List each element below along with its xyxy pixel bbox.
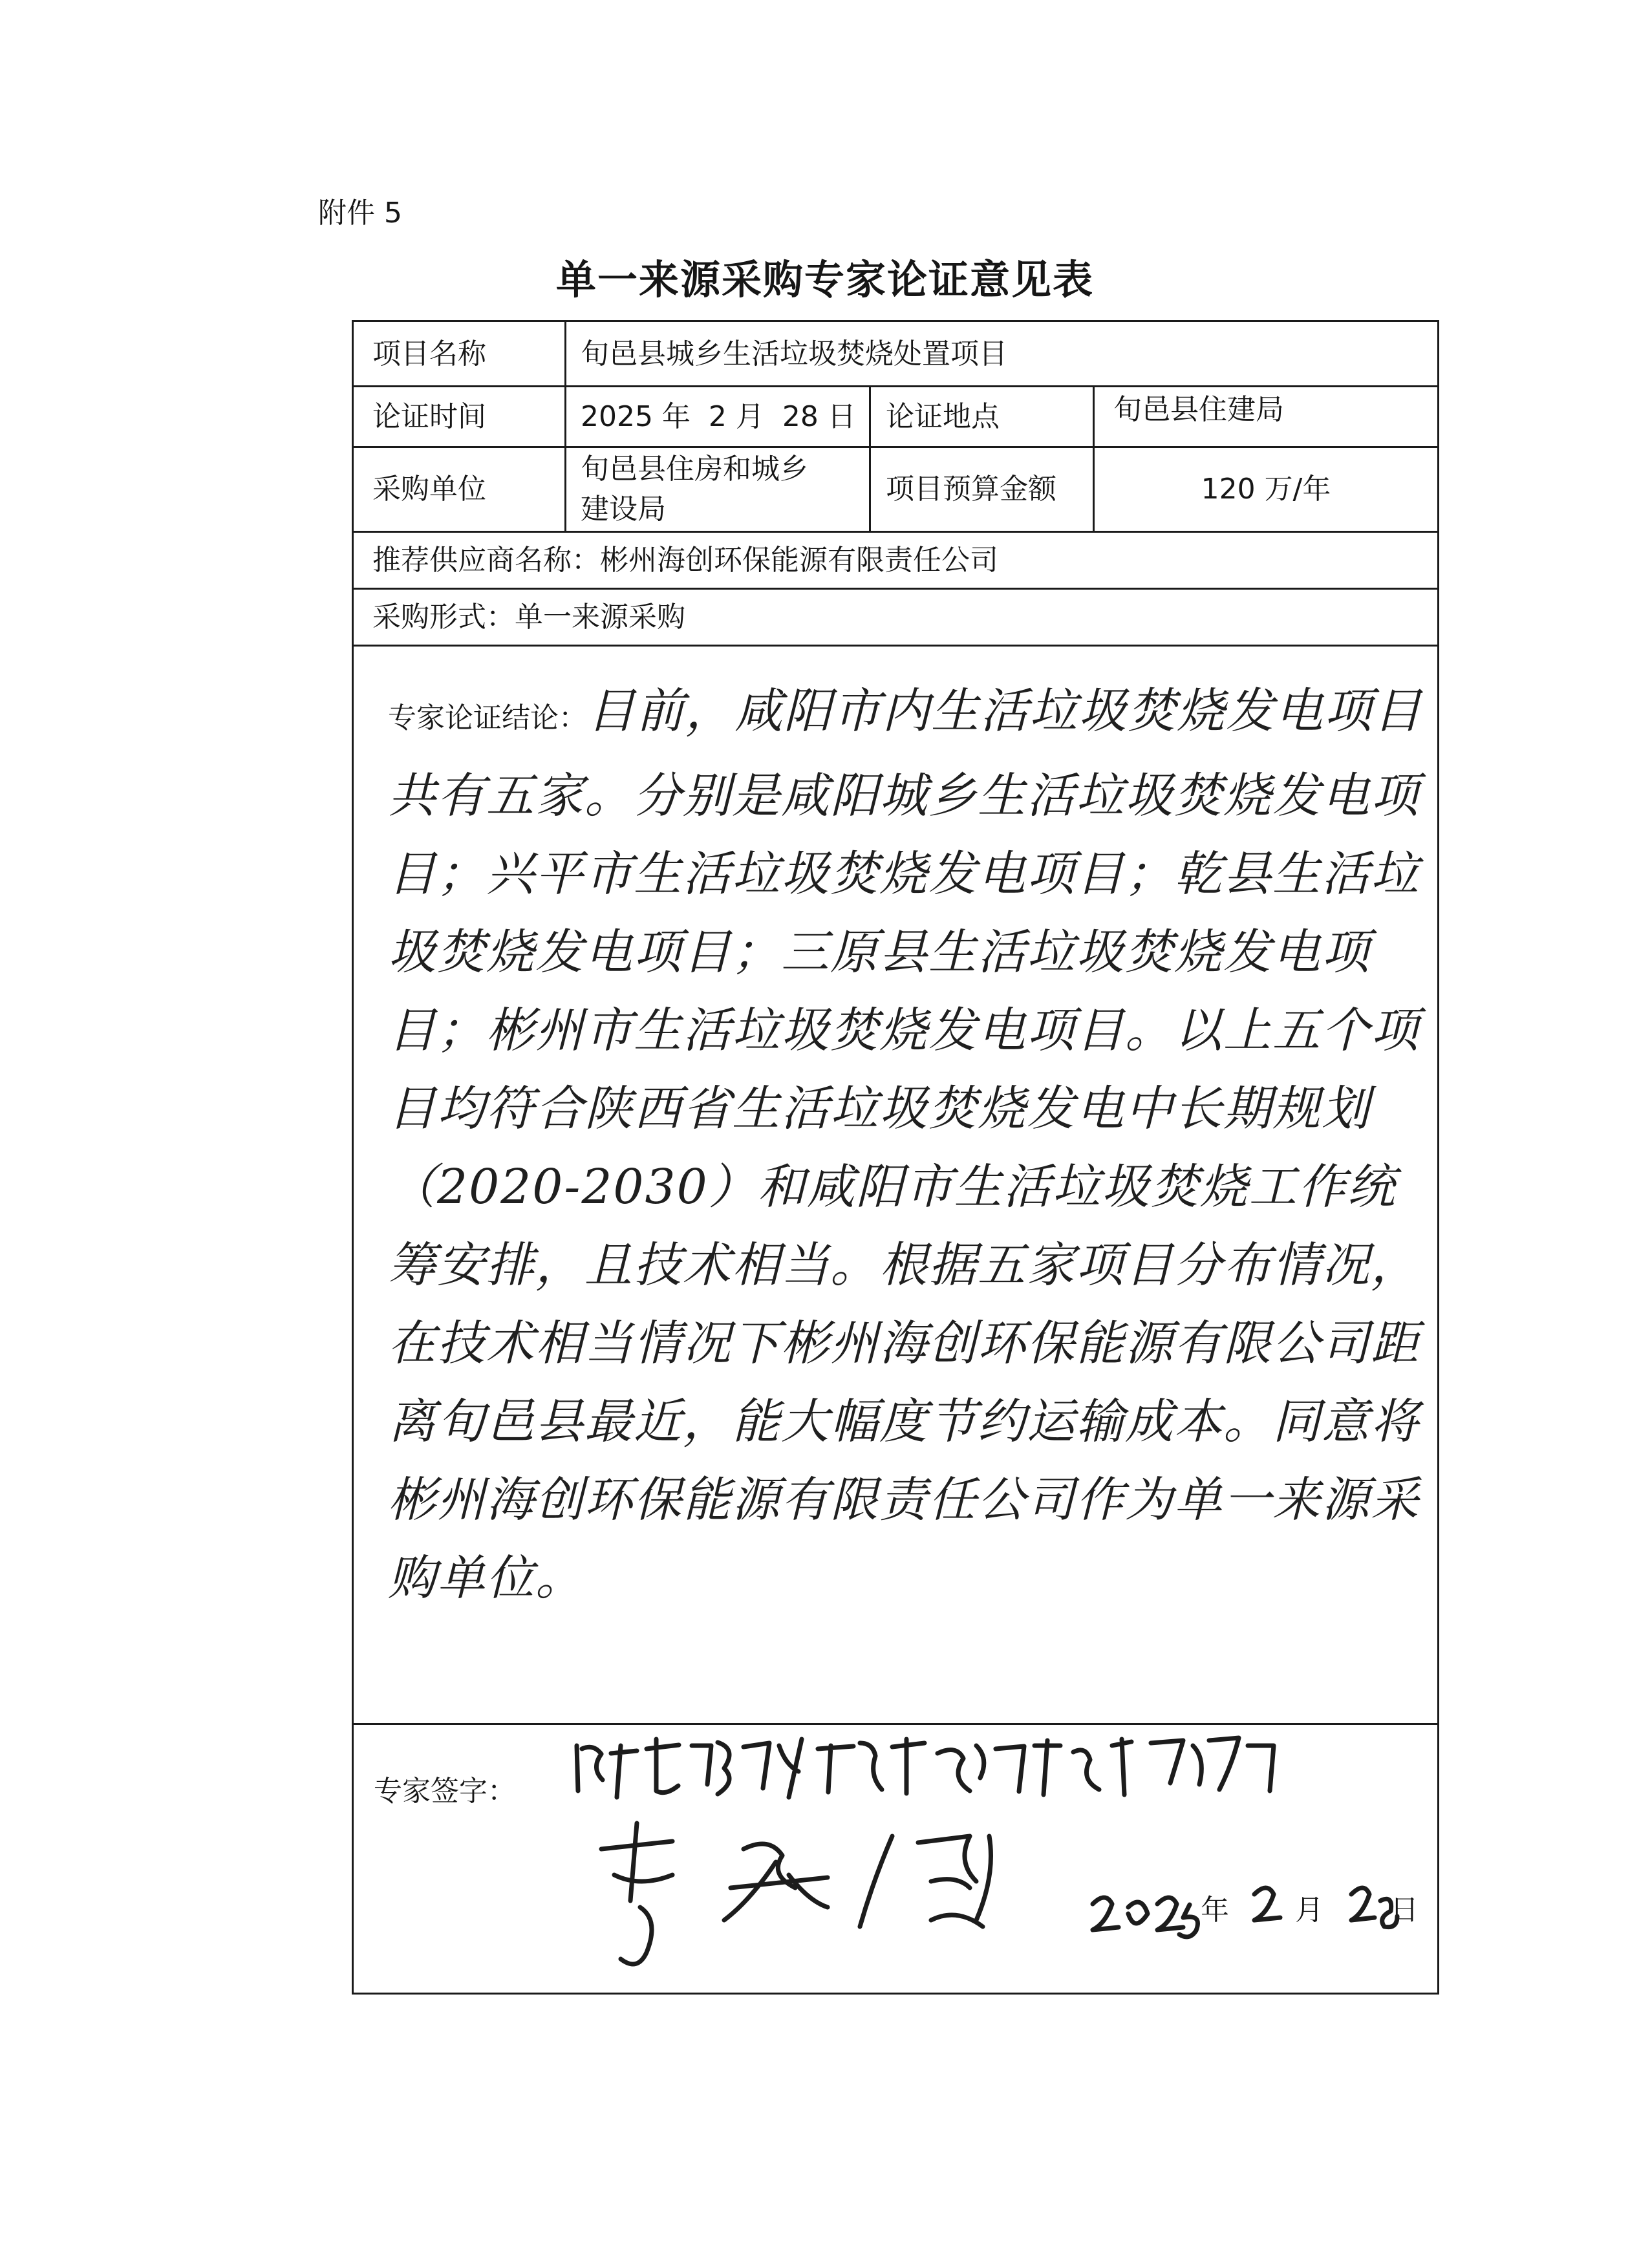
annex-number: 附件 5 — [318, 197, 402, 230]
expert-conclusion — [388, 672, 1429, 1618]
column-divider — [869, 385, 871, 531]
review-place-label: 论证地点 — [886, 400, 1000, 433]
review-time-label: 论证时间 — [372, 400, 486, 433]
review-place-value: 旬邑县住建局 — [1113, 393, 1284, 426]
row-divider — [352, 645, 1439, 647]
document-title: 单一来源采购专家论证意见表 — [555, 256, 1094, 303]
conclusion-text: 目前，咸阳市内生活垃圾焚烧发电项目共有五家。分别是咸阳城乡生活垃圾焚烧发电项目；兴平市生活垃圾焚烧发电项目；乾县生活垃圾焚烧发电项目；三原县生活垃圾焚烧发电项目；彬州市生活垃圾焚烧发电项目。以上五个项目均符合陕西省生活垃圾焚烧发电中长期规划（2020-2030）和咸阳市生活垃圾焚烧工作统筹安排，且技术相当。根据五家项目分布情况，在技术相当情况下彬州海创环保能源有限公司距离旬邑县最近，能大幅度节约运输成本。同意将彬州海创环保能源有限责任公司作为单一来源采购单位。 — [388, 683, 1422, 1606]
date-year-label: 年 — [1201, 1894, 1229, 1927]
conclusion-label: 专家论证结论： — [388, 701, 587, 734]
purchaser-label: 采购单位 — [372, 473, 486, 506]
signature-label: 专家签字： — [374, 1775, 516, 1808]
purchaser-value — [581, 448, 865, 531]
budget-value: 120 万/年 — [1201, 473, 1331, 506]
recommended-supplier: 推荐供应商名称：彬州海创环保能源有限责任公司 — [372, 543, 998, 577]
procurement-method: 采购形式：单一来源采购 — [372, 600, 685, 634]
column-divider — [564, 320, 566, 531]
row-divider — [352, 1723, 1439, 1725]
project-name-label: 项目名称 — [372, 337, 486, 370]
date-day-label: 日 — [1390, 1894, 1419, 1927]
date-month-label: 月 — [1295, 1894, 1323, 1927]
purchaser-value-line: 旬邑县住房和城乡 — [581, 453, 808, 486]
review-time-value: 2025 年 2 月 28 日 — [581, 400, 856, 433]
project-name-value: 旬邑县城乡生活垃圾焚烧处置项目 — [581, 337, 1007, 370]
purchaser-value-line: 建设局 — [581, 493, 666, 526]
budget-label: 项目预算金额 — [886, 473, 1056, 506]
